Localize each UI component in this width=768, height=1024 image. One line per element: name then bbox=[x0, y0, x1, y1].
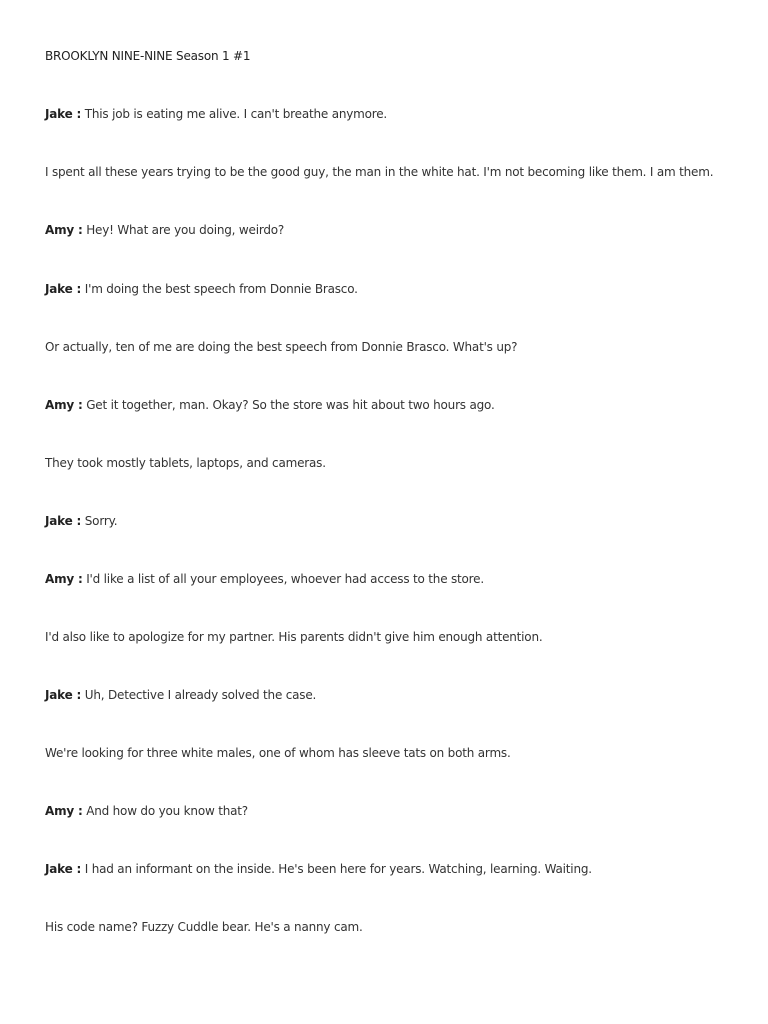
speaker-name: Jake : bbox=[45, 688, 82, 702]
dialogue-text: Get it together, man. Okay? So the store was hit about two hours ago. bbox=[82, 398, 495, 412]
dialogue-text: His code name? Fuzzy Cuddle bear. He's a nanny cam. bbox=[45, 920, 363, 934]
dialogue-text: We're looking for three white males, one of whom has sleeve tats on both arms. bbox=[45, 746, 511, 760]
dialogue-text: Uh, Detective I already solved the case. bbox=[81, 688, 317, 702]
dialogue-line bbox=[45, 803, 248, 819]
dialogue-line bbox=[45, 861, 592, 877]
dialogue-line bbox=[45, 629, 542, 645]
speaker-name: Jake : bbox=[45, 282, 82, 296]
dialogue-line bbox=[45, 281, 358, 297]
speaker-name: Jake : bbox=[45, 862, 82, 876]
dialogue-line bbox=[45, 164, 713, 180]
dialogue-text: This job is eating me alive. I can't breathe anymore. bbox=[81, 107, 388, 121]
dialogue-text: I'd also like to apologize for my partner. His parents didn't give him enough attention. bbox=[45, 630, 543, 644]
dialogue-line bbox=[45, 687, 316, 703]
dialogue-line bbox=[45, 919, 363, 935]
speaker-name: Amy : bbox=[45, 572, 83, 586]
dialogue-text: They took mostly tablets, laptops, and cameras. bbox=[45, 456, 326, 470]
dialogue-line bbox=[45, 745, 511, 761]
dialogue-line bbox=[45, 571, 484, 587]
dialogue-line bbox=[45, 455, 326, 471]
dialogue-text: I spent all these years trying to be the good guy, the man in the white hat. I'm not becoming like them. I am them. bbox=[45, 165, 714, 179]
dialogue-text: Or actually, ten of me are doing the best speech from Donnie Brasco. What's up? bbox=[45, 340, 518, 354]
speaker-name: Amy : bbox=[45, 804, 83, 818]
dialogue-line bbox=[45, 339, 517, 355]
speaker-name: Jake : bbox=[45, 514, 82, 528]
dialogue-line bbox=[45, 106, 387, 122]
dialogue-text: Sorry. bbox=[81, 514, 118, 528]
dialogue-text: And how do you know that? bbox=[82, 804, 248, 818]
document-title: BROOKLYN NINE-NINE Season 1 #1 bbox=[45, 49, 251, 63]
dialogue-text: Hey! What are you doing, weirdo? bbox=[82, 223, 285, 237]
dialogue-text: I'm doing the best speech from Donnie Brasco. bbox=[81, 282, 358, 296]
dialogue-line bbox=[45, 397, 495, 413]
dialogue-text: I'd like a list of all your employees, whoever had access to the store. bbox=[82, 572, 484, 586]
dialogue-line bbox=[45, 222, 284, 238]
dialogue-text: I had an informant on the inside. He's been here for years. Watching, learning. Waiting. bbox=[81, 862, 592, 876]
dialogue-line bbox=[45, 513, 117, 529]
speaker-name: Jake : bbox=[45, 107, 82, 121]
speaker-name: Amy : bbox=[45, 398, 83, 412]
speaker-name: Amy : bbox=[45, 223, 83, 237]
